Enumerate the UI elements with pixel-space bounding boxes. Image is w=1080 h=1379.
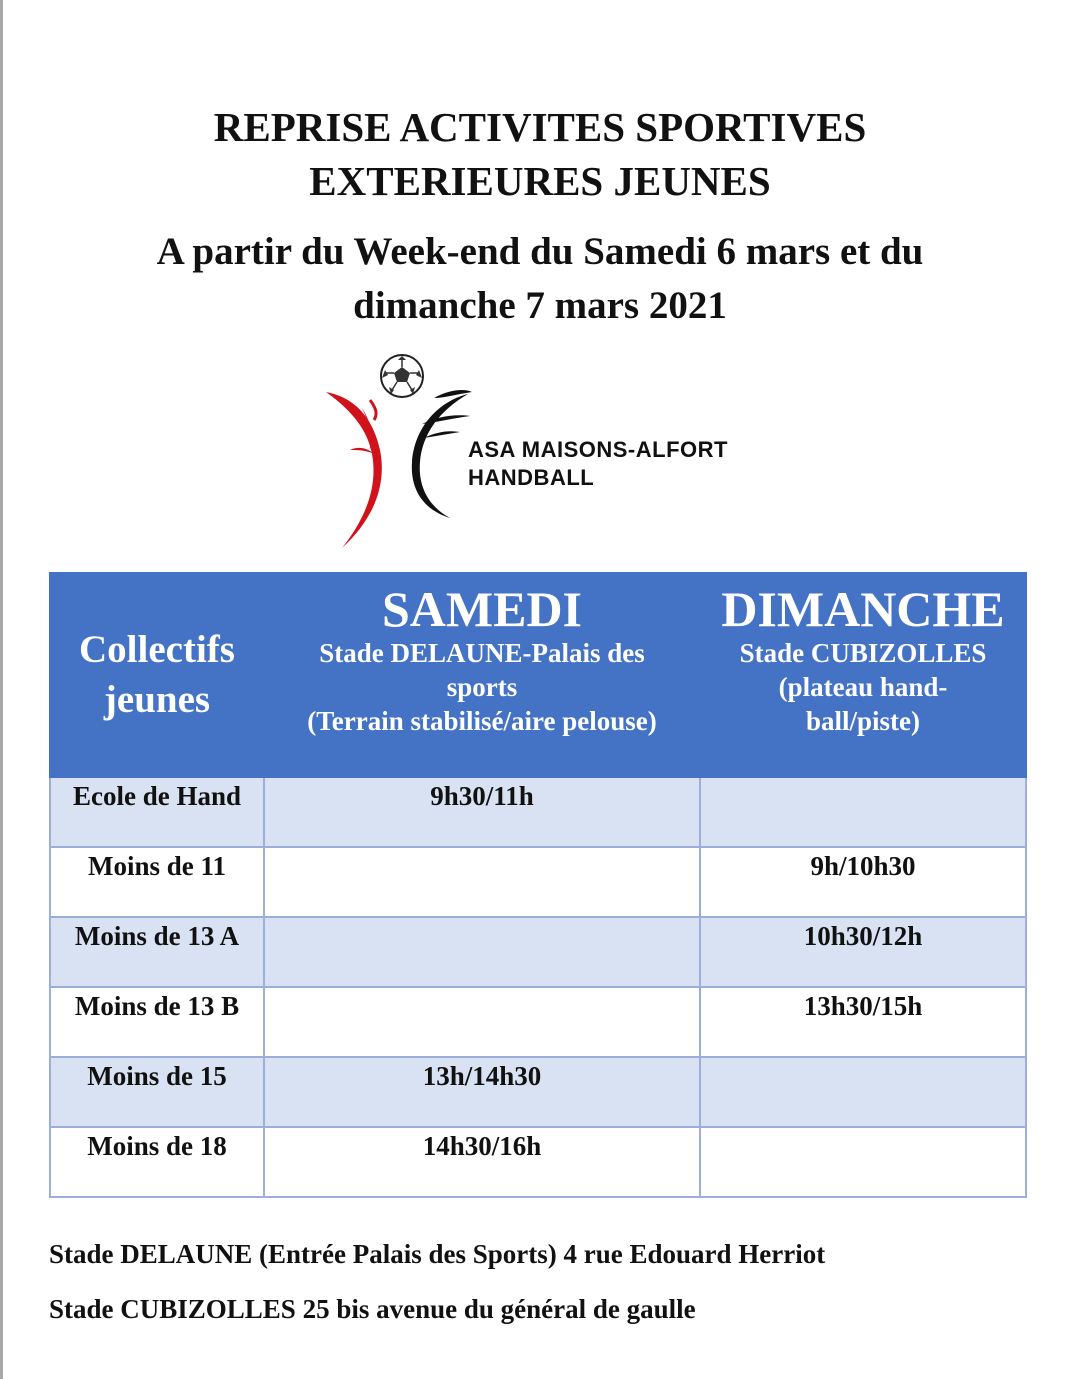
subtitle-line-1: A partir du Week-end du Samedi 6 mars et du bbox=[156, 230, 924, 273]
row-samedi bbox=[264, 847, 700, 917]
handball-ball-icon bbox=[381, 355, 423, 397]
header-collectifs-line2: jeunes bbox=[103, 678, 211, 721]
schedule-table bbox=[49, 572, 1027, 1198]
address-cubizolles: Stade CUBIZOLLES 25 bis avenue du général de gaulle bbox=[49, 1294, 696, 1324]
row-samedi bbox=[264, 987, 700, 1057]
row-group: Moins de 18 bbox=[50, 1127, 264, 1197]
header-samedi-venue-2: sports bbox=[446, 672, 518, 702]
row-dimanche: 10h30/12h bbox=[700, 917, 1026, 987]
table-row bbox=[50, 1127, 1026, 1197]
header-samedi-day: SAMEDI bbox=[381, 581, 583, 637]
table-row bbox=[50, 1057, 1026, 1127]
row-samedi bbox=[264, 917, 700, 987]
title-line-1: REPRISE ACTIVITES SPORTIVES bbox=[213, 104, 867, 150]
row-samedi: 14h30/16h bbox=[264, 1127, 700, 1197]
row-dimanche bbox=[700, 1127, 1026, 1197]
row-dimanche bbox=[700, 777, 1026, 847]
header-collectifs-line1: Collectifs bbox=[79, 628, 235, 671]
header-dimanche bbox=[700, 573, 1026, 777]
row-group: Moins de 11 bbox=[50, 847, 264, 917]
row-samedi: 9h30/11h bbox=[264, 777, 700, 847]
table-header-row bbox=[50, 573, 1026, 777]
club-logo-text bbox=[468, 436, 728, 492]
row-group: Moins de 13 B bbox=[50, 987, 264, 1057]
header-dimanche-venue: Stade CUBIZOLLES bbox=[739, 638, 987, 668]
table-row bbox=[50, 917, 1026, 987]
row-samedi: 13h/14h30 bbox=[264, 1057, 700, 1127]
header-dimanche-terrain-2: ball/piste) bbox=[805, 706, 920, 736]
row-group: Moins de 15 bbox=[50, 1057, 264, 1127]
row-group: Ecole de Hand bbox=[50, 777, 264, 847]
row-dimanche bbox=[700, 1057, 1026, 1127]
title-line-2: EXTERIEURES JEUNES bbox=[309, 158, 771, 204]
club-name: ASA MAISONS-ALFORT bbox=[468, 437, 728, 462]
address-delaune: Stade DELAUNE (Entrée Palais des Sports) 4 rue Edouard Herriot bbox=[49, 1239, 826, 1269]
header-samedi-terrain: (Terrain stabilisé/aire pelouse) bbox=[307, 706, 657, 736]
club-sport: HANDBALL bbox=[468, 465, 595, 490]
header-dimanche-terrain: (plateau hand- bbox=[778, 672, 948, 702]
page-left-border bbox=[0, 0, 3, 1379]
header-collectifs bbox=[50, 573, 264, 777]
row-dimanche: 13h30/15h bbox=[700, 987, 1026, 1057]
black-player-figure bbox=[412, 390, 472, 518]
subtitle-line-2: dimanche 7 mars 2021 bbox=[353, 284, 727, 327]
red-player-figure bbox=[326, 392, 382, 548]
header-samedi bbox=[264, 573, 700, 777]
table-row bbox=[50, 847, 1026, 917]
table-row bbox=[50, 777, 1026, 847]
header-samedi-venue: Stade DELAUNE-Palais des bbox=[319, 638, 645, 668]
row-group: Moins de 13 A bbox=[50, 917, 264, 987]
row-dimanche: 9h/10h30 bbox=[700, 847, 1026, 917]
header-dimanche-day: DIMANCHE bbox=[721, 581, 1005, 637]
table-row bbox=[50, 987, 1026, 1057]
